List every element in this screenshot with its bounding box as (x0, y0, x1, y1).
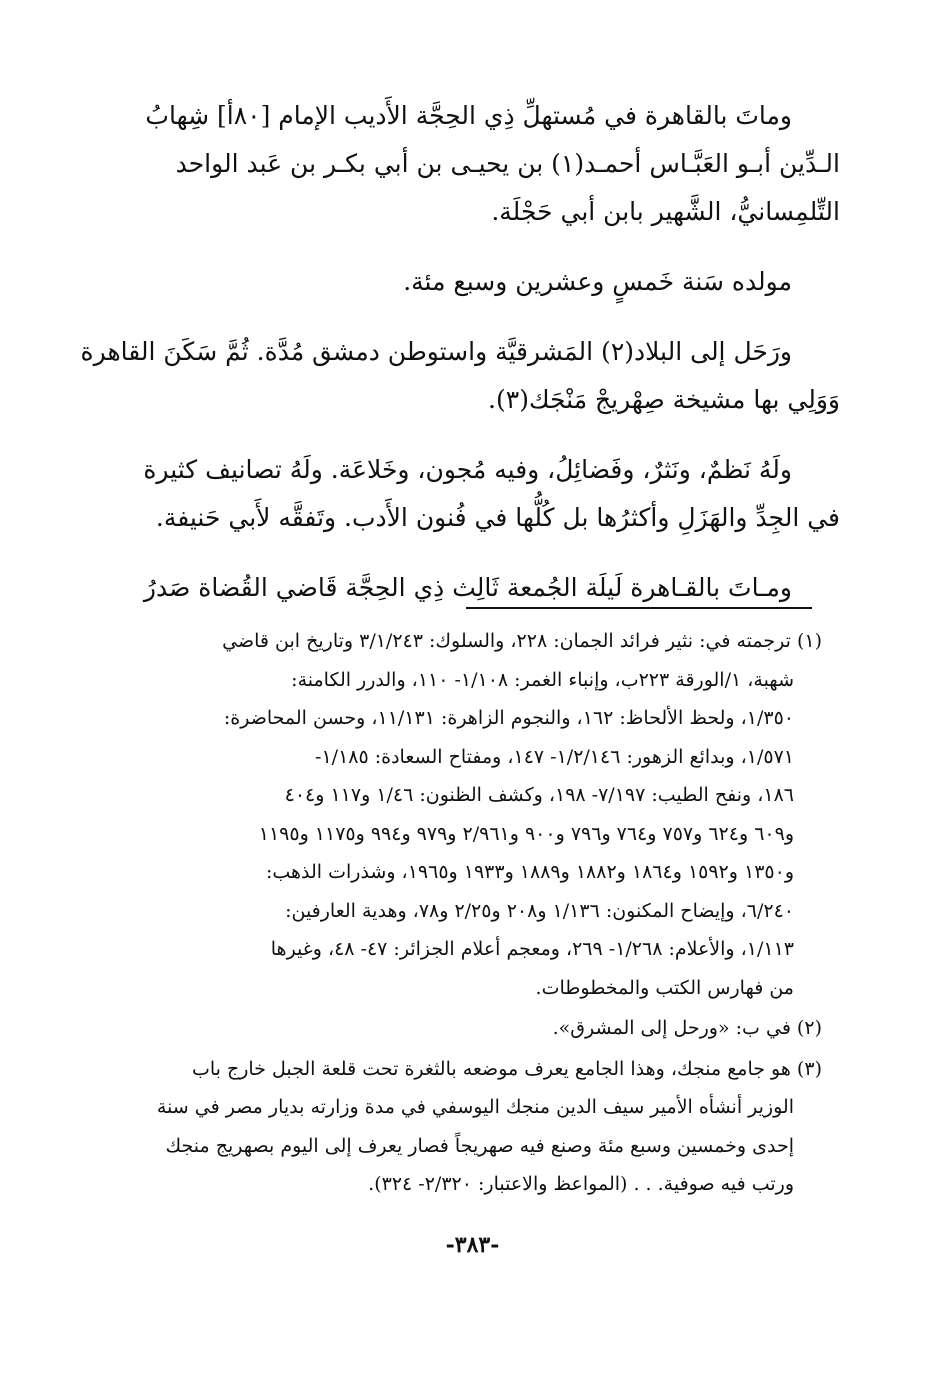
footnote-line: ١٨٦، ونفح الطيب: ٧/١٩٧- ١٩٨، وكشف الظنون: ١/٤٦ و١١٧ و٤٠٤ (284, 784, 794, 806)
footnote-line: ١/٣٥٠، ولحظ الألحاظ: ١٦٢، والنجوم الزاهرة: ١١/١٣١، وحسن المحاضرة: (223, 707, 794, 729)
main-text (80, 92, 840, 634)
footnote-2 (150, 1009, 822, 1048)
footnote-3 (150, 1050, 822, 1204)
footnote-line: و١٣٥٠ و١٥٩٢ و١٨٦٤ و١٨٨٢ و١٨٨٩ و١٩٣٣ و١٩٦٥، وشذرات الذهب: (265, 861, 794, 883)
footnote-line: ٦/٢٤٠، وإيضاح المكنون: ١/١٣٦ و٢٠٨ و٢/٢٥ و٧٨، وهدية العارفين: (285, 899, 794, 922)
paragraph-death-ibn-abi-hajala (145, 92, 840, 236)
text-line: وماتَ بالقاهرة في مُستهلِّ ذِي الحِجَّة الأَديب الإمام [٨٠أ] شِهابُ (145, 101, 792, 130)
footnote-separator (466, 607, 812, 609)
paragraph-works (143, 446, 840, 542)
footnote-line: (١) ترجمته في: نثير فرائد الجمان: ٢٢٨، والسلوك: ٣/١/٢٤٣ وتاريخ ابن قاضي (222, 630, 822, 652)
text-line: وَوَلِي بها مشيخة صِهْريجْ مَنْجَك(٣). (488, 385, 840, 414)
footnote-line: إحدى وخمسين وسبع مئة وصنع فيه صهريجاً فصار يعرف إلى اليوم بصهريج منجك (165, 1134, 794, 1157)
paragraph-death-qadi (143, 564, 840, 612)
footnote-line: ١/١١٣، والأعلام: ١/٢٦٨- ٢٦٩، ومعجم أعلام الجزائر: ٤٧- ٤٨، وغيرها (270, 938, 794, 960)
footnote-line: (٣) هو جامع منجك، وهذا الجامع يعرف موضعه بالثغرة تحت قلعة الجبل خارج باب (191, 1057, 822, 1080)
footnote-line: ١/٥٧١، وبدائع الزهور: ١/٢/١٤٦- ١٤٧، ومفتاح السعادة: ١/١٨٥- (315, 745, 794, 768)
footnotes (150, 622, 822, 1206)
text-line: التِّلمِسانيُّ، الشَّهير بابن أبي حَجْلَة. (491, 197, 840, 226)
text-line: مولده سَنة خَمسٍ وعشرين وسبع مئة. (403, 267, 792, 296)
text-line: ورَحَل إلى البلاد(٢) المَشرقيَّة واستوطن دمشق مُدَّة. ثُمَّ سَكَنَ القاهرة (80, 337, 792, 366)
paragraph-travel (80, 328, 840, 424)
text-line: في الجِدِّ والهَزَلِ وأكثرُها بل كُلُّها في فُنون الأَدب. وتَفقَّه لأَبي حَنيفة. (155, 503, 840, 532)
footnote-line: و٦٠٩ و٦٢٤ و٧٥٧ و٧٦٤ و٧٩٦ و٩٠٠ و٢/٩٦١ و٩٧٩ و٩٩٤ و١١٧٥ و١١٩٥ (258, 822, 794, 845)
footnote-line: من فهارس الكتب والمخطوطات. (535, 976, 794, 999)
text-line: الـدِّين أبـو العَبَّـاس أحمـد(١) بن يحيـى بن أبي بكـر بن عَبد الواحد (175, 149, 840, 178)
footnote-line: (٢) في ب: «ورحل إلى المشرق». (552, 1017, 822, 1039)
text-line: ومـاتَ بالقـاهرة لَيلَة الجُمعة ثَالِث ذِي الحِجَّة قَاضي القُضاة صَدرُ (143, 573, 792, 602)
page-number: -٣٨٣- (445, 1232, 500, 1258)
footnote-line: شهبة، ١/الورقة ٢٢٣ب، وإنباء الغمر: ١/١٠٨- ١١٠، والدرر الكامنة: (291, 668, 794, 691)
paragraph-birth (150, 258, 840, 306)
footnote-1 (150, 622, 822, 1007)
footnote-line: ورتب فيه صوفية. . . (المواعظ والاعتبار: ٢/٣٢٠- ٣٢٤). (368, 1173, 794, 1195)
footnote-line: الوزير أنشأه الأمير سيف الدين منجك اليوسفي في مدة وزارته بديار مصر في سنة (156, 1096, 794, 1118)
text-line: ولَهُ نَظمٌ، ونَثرٌ، وفَضائِلُ، وفيه مُجون، وخَلاعَة. ولَهُ تصانيف كثيرة (143, 455, 792, 484)
